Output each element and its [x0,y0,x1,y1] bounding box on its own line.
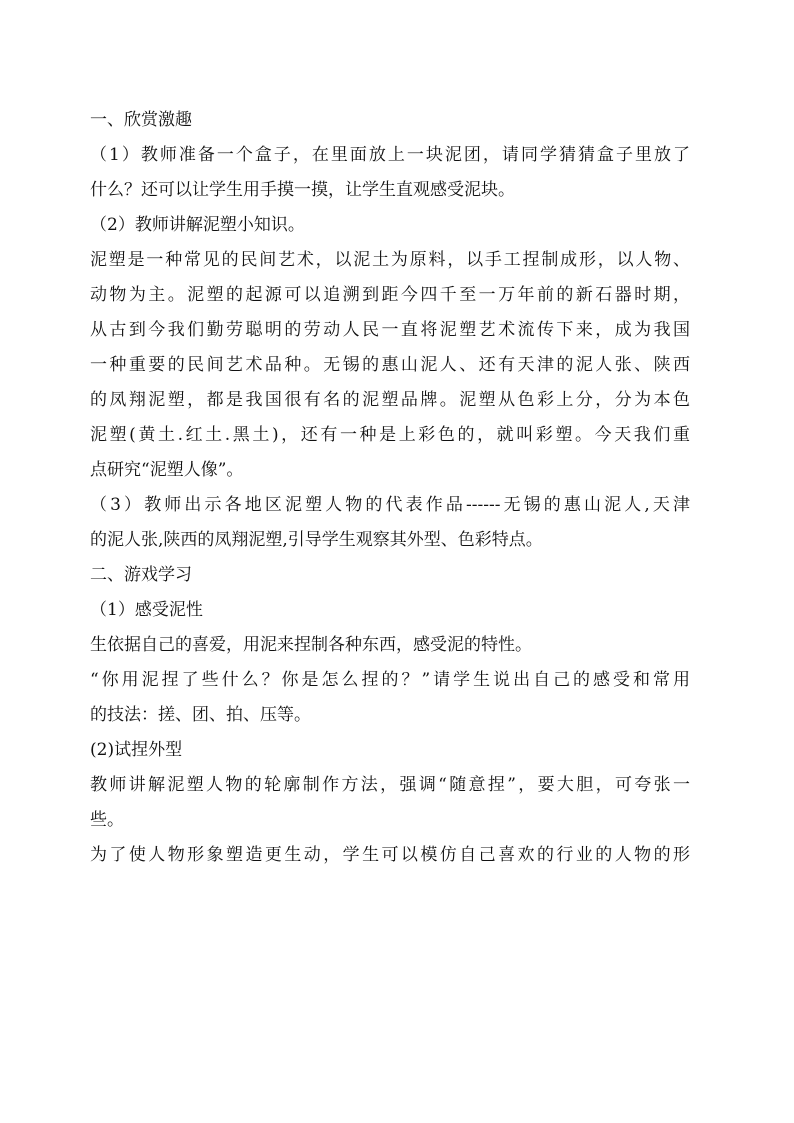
text-line: 泥塑是一种常见的民间艺术，以泥土为原料，以手工捏制成形，以人物、 [90,250,690,270]
text-line: 泥塑(黄土.红土.黑土)，还有一种是上彩色的，就叫彩塑。今天我们重 [90,425,690,445]
text-line: 些。 [90,810,124,830]
text-line: （2）教师讲解泥塑小知识。 [90,215,305,235]
text-line: 什么？还可以让学生用手摸一摸，让学生直观感受泥块。 [90,180,515,200]
text-line: 的凤翔泥塑，都是我国很有名的泥塑品牌。泥塑从色彩上分，分为本色 [90,390,690,410]
section-heading-game-learning: 二、游戏学习 [90,565,192,585]
text-line: 生依据自己的喜爱，用泥来捏制各种东西，感受泥的特性。 [90,635,532,655]
text-line: “你用泥捏了些什么？你是怎么捏的？”请学生说出自己的感受和常用 [90,670,690,690]
text-line: （1）感受泥性 [90,600,203,620]
text-line: 为了使人物形象塑造更生动，学生可以模仿自己喜欢的行业的人物的形 [90,845,690,865]
text-line: （1）教师准备一个盒子，在里面放上一块泥团，请同学猜猜盒子里放了 [90,145,690,165]
text-line: 动物为主。泥塑的起源可以追溯到距今四千至一万年前的新石器时期， [90,285,690,305]
text-line: （3）教师出示各地区泥塑人物的代表作品------无锡的惠山泥人,天津 [90,495,690,515]
section-heading-appreciation: 一、欣赏激趣 [90,110,192,130]
text-line: 点研究“泥塑人像”。 [90,460,244,480]
text-line: (2)试捏外型 [90,740,183,760]
text-line: 从古到今我们勤劳聪明的劳动人民一直将泥塑艺术流传下来，成为我国 [90,320,690,340]
document-body [90,103,690,873]
text-line: 的泥人张,陕西的凤翔泥塑,引导学生观察其外型、色彩特点。 [90,530,543,550]
text-line: 的技法：搓、团、拍、压等。 [90,705,311,725]
text-line: 一种重要的民间艺术品种。无锡的惠山泥人、还有天津的泥人张、陕西 [90,355,690,375]
text-line: 教师讲解泥塑人物的轮廓制作方法，强调“随意捏”，要大胆，可夸张一 [90,775,690,795]
